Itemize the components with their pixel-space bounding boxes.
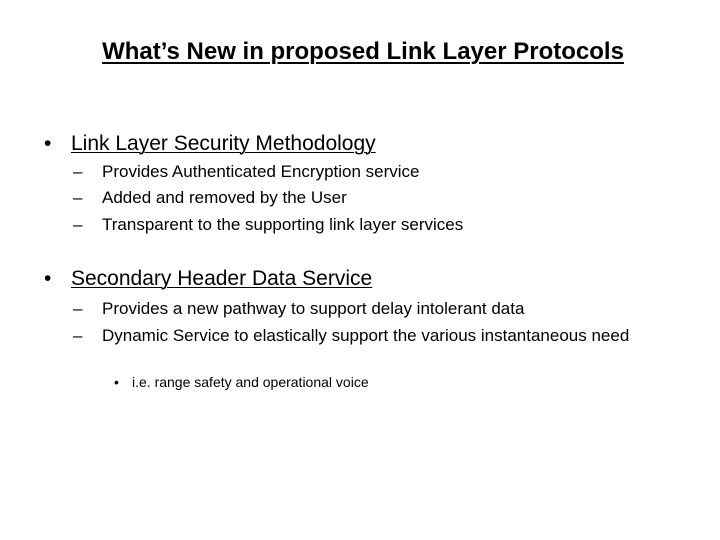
- list-item-label: Added and removed by the User: [102, 188, 347, 207]
- list-item-label: Provides a new pathway to support delay intolerant data: [102, 299, 525, 318]
- bullet-icon: •: [114, 374, 119, 390]
- dash-icon: –: [73, 299, 83, 318]
- slide-title: What’s New in proposed Link Layer Protocols: [102, 38, 624, 65]
- dash-icon: –: [73, 215, 83, 234]
- bullet-icon: •: [44, 267, 52, 290]
- dash-icon: –: [73, 188, 83, 207]
- list-item: [73, 187, 693, 208]
- dash-icon: –: [73, 162, 83, 181]
- list-item: [73, 214, 693, 235]
- dash-icon: –: [73, 326, 83, 345]
- list-item: [73, 325, 673, 346]
- list-item-label: Provides Authenticated Encryption service: [102, 162, 420, 181]
- list-item-label: Dynamic Service to elastically support the various instantaneous need: [102, 326, 630, 345]
- list-item: [73, 298, 693, 319]
- sub-list-item-label: i.e. range safety and operational voice: [132, 374, 369, 390]
- bullet-icon: •: [44, 132, 52, 155]
- list-item: [73, 161, 693, 182]
- section-heading-label: Secondary Header Data Service: [71, 267, 373, 290]
- section-heading-label: Link Layer Security Methodology: [71, 132, 376, 155]
- list-item-label: Transparent to the supporting link layer services: [102, 215, 464, 234]
